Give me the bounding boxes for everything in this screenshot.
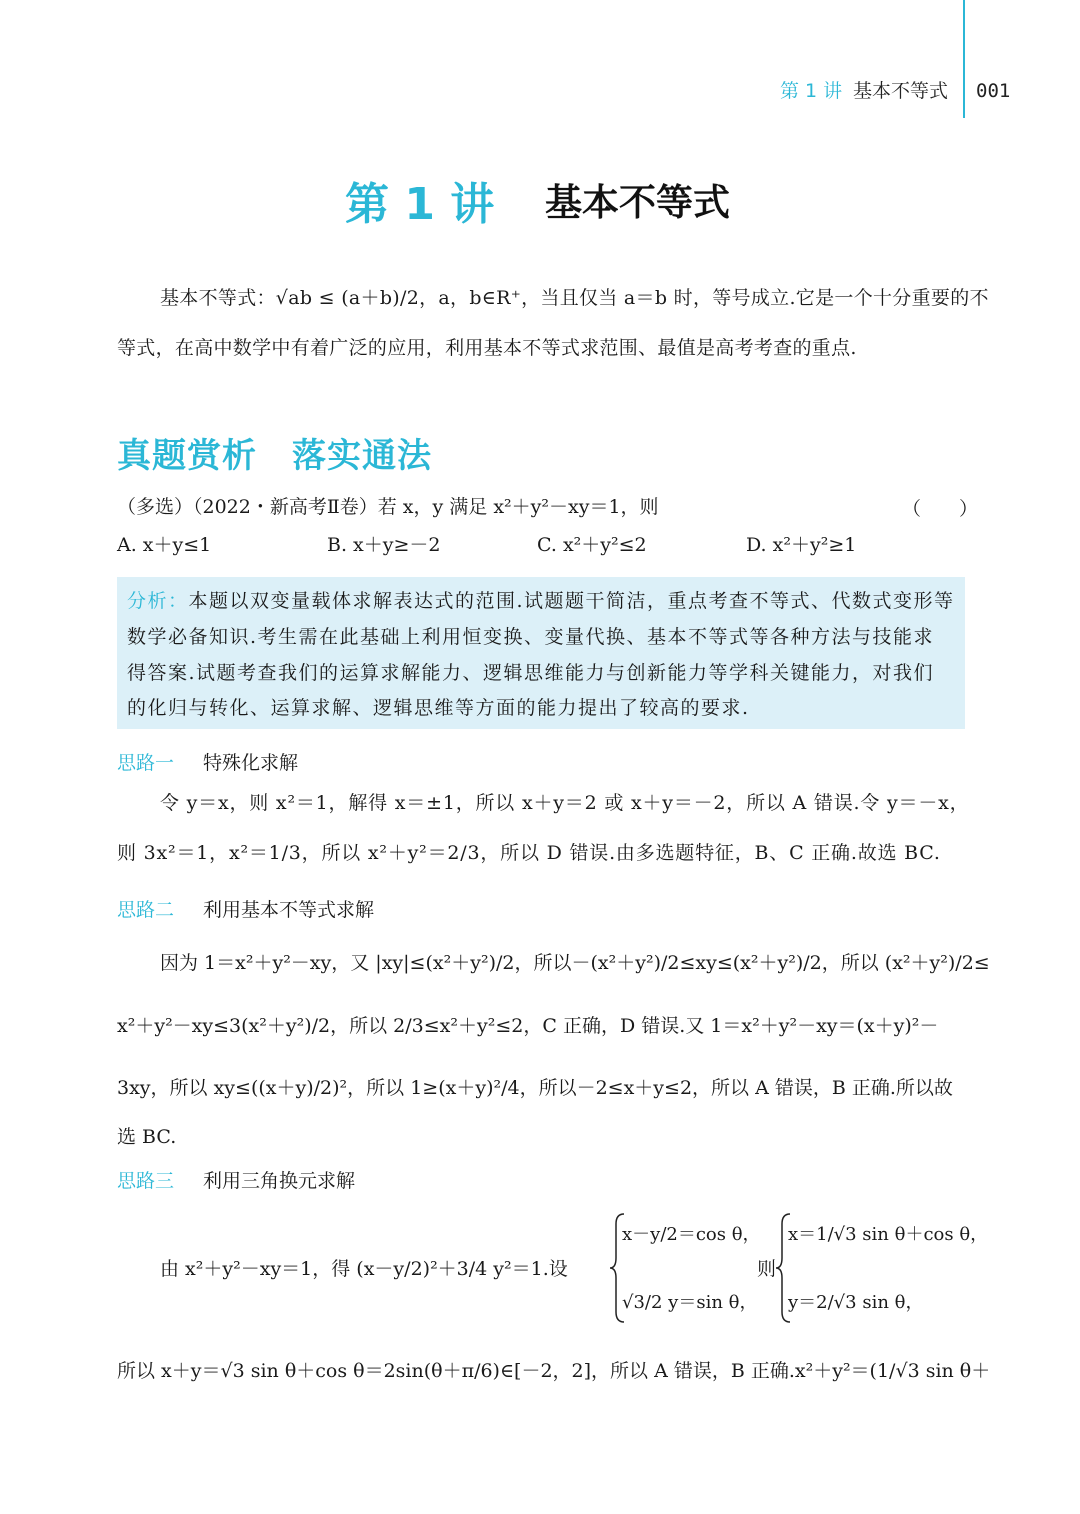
option-a: A. x＋y≤1 (117, 534, 212, 556)
analysis-line-2: 数学必备知识.考生需在此基础上利用恒变换、变量代换、基本不等式等各种方法与技能求 (127, 626, 935, 648)
idea2-label: 思路二 (117, 899, 175, 921)
option-d: D. x²＋y²≥1 (746, 534, 857, 556)
idea1-label: 思路一 (117, 752, 175, 774)
idea3-line-1: 由 x²＋y²－xy＝1，得 (x－y/2)²＋3/4 y²＝1.设 (160, 1258, 568, 1280)
answer-parentheses: （ ） (902, 498, 979, 520)
system2-eq-a: x＝1/√3 sin θ＋cos θ， (788, 1224, 989, 1245)
system1-eq-a: x－y/2＝cos θ， (622, 1224, 761, 1245)
idea1-title: 特殊化求解 (203, 752, 299, 774)
idea3-line-2: 所以 x＋y＝√3 sin θ＋cos θ＝2sin(θ＋π/6)∈[－2，2]，所以 A 错误，B 正确.x²＋y²＝(1/√3 sin θ＋ (117, 1360, 991, 1382)
header-chapter: 第 1 讲 (780, 80, 843, 102)
analysis-text-1: 本题以双变量载体求解表达式的范围.试题题干简洁，重点考查不等式、代数式变形等 (188, 590, 955, 612)
idea2-title: 利用基本不等式求解 (203, 899, 375, 921)
intro-line-2: 等式，在高中数学中有着广泛的应用，利用基本不等式求范围、最值是高考考查的重点. (117, 337, 857, 359)
section-title: 真题赏析 落实通法 (117, 436, 432, 476)
idea1-line-2: 则 3x²＝1，x²＝1/3，所以 x²＋y²＝2/3，所以 D 错误.由多选题特征，B、C 正确.故选 BC. (117, 842, 941, 864)
intro-line-1: 基本不等式：√ab ≤ (a＋b)/2，a，b∈R⁺，当且仅当 a＝b 时，等号成立.它是一个十分重要的不 (160, 287, 989, 309)
chapter-number: 第 1 讲 (345, 179, 495, 230)
idea2-line-2: x²＋y²－xy≤3(x²＋y²)/2，所以 2/3≤x²＋y²≤2，C 正确，D 错误.又 1＝x²＋y²－xy＝(x＋y)²－ (117, 1015, 939, 1037)
header-divider-line (963, 0, 965, 118)
page-number: 001 (976, 80, 1011, 102)
analysis-label: 分析： (127, 590, 189, 612)
idea2-line-3: 3xy，所以 xy≤((x＋y)/2)²，所以 1≥(x＋y)²/4，所以－2≤x＋y≤2，所以 A 错误，B 正确.所以故 (117, 1077, 953, 1099)
analysis-line-1 (127, 588, 957, 614)
then-word: 则 (757, 1258, 777, 1280)
option-b: B. x＋y≥－2 (327, 534, 441, 556)
analysis-box (117, 577, 965, 729)
idea1-heading (117, 748, 299, 775)
idea3-title: 利用三角换元求解 (203, 1170, 356, 1192)
idea2-line-1: 因为 1＝x²＋y²－xy，又 |xy|≤(x²＋y²)/2，所以－(x²＋y²)/2≤xy≤(x²＋y²)/2，所以 (x²＋y²)/2≤ (160, 952, 990, 974)
idea3-label: 思路三 (117, 1170, 175, 1192)
system1-eq-b: √3/2 y＝sin θ， (622, 1292, 758, 1313)
idea3-heading (117, 1166, 356, 1193)
idea2-heading (117, 895, 375, 922)
idea2-line-4: 选 BC. (117, 1126, 177, 1148)
analysis-line-3: 得答案.试题考查我们的运算求解能力、逻辑思维能力与创新能力等学科关键能力，对我们 (127, 662, 935, 684)
chapter-name: 基本不等式 (545, 180, 730, 224)
system2-eq-b: y＝2/√3 sin θ， (788, 1292, 924, 1313)
problem-stem: （多选）（2022・新高考Ⅱ卷）若 x，y 满足 x²＋y²－xy＝1，则 (117, 496, 659, 518)
analysis-line-4: 的化归与转化、运算求解、逻辑思维等方面的能力提出了较高的要求. (127, 697, 750, 719)
header-title: 基本不等式 (853, 80, 949, 102)
option-c: C. x²＋y²≤2 (537, 534, 647, 556)
idea1-line-1: 令 y＝x，则 x²＝1，解得 x＝±1，所以 x＋y＝2 或 x＋y＝－2，所以 A 错误.令 y＝－x， (160, 792, 970, 814)
